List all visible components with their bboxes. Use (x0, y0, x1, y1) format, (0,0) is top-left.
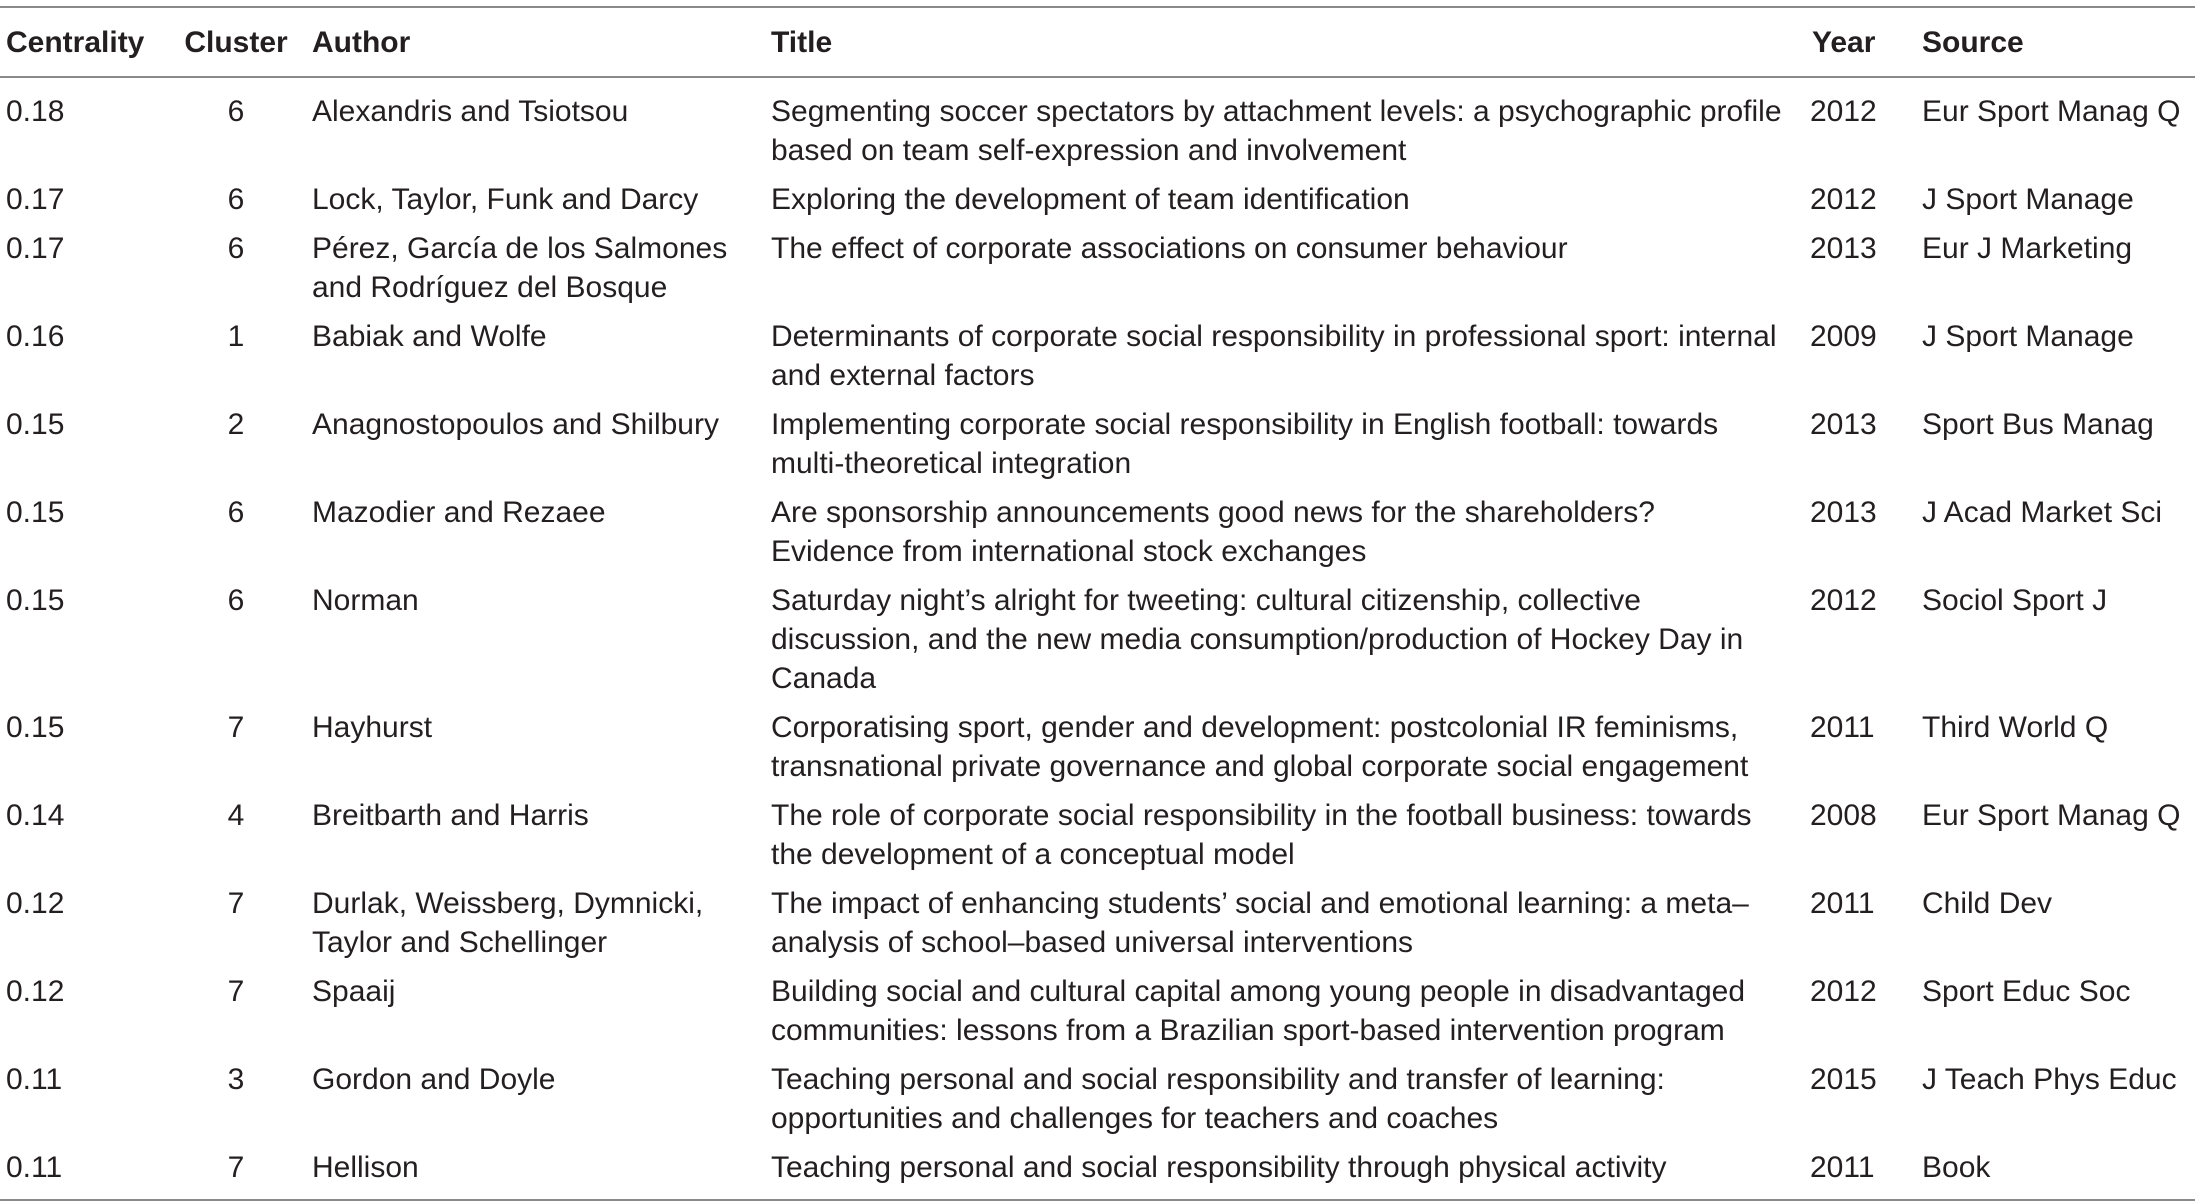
cell-centrality: 0.11 (6, 1063, 63, 1096)
cell-source: Sport Educ Soc (1922, 975, 2131, 1008)
cell-title: Teaching personal and social responsibility and transfer of learning: opportunities and challenges for teachers and coaches (771, 1063, 1665, 1135)
cell-cluster: 7 (227, 887, 245, 920)
cell-author: Durlak, Weissberg, Dymnicki, Taylor and Schellinger (312, 887, 704, 959)
cell-source: J Acad Market Sci (1922, 496, 2163, 529)
cell-cluster: 6 (227, 95, 245, 128)
table-row (0, 487, 2195, 575)
cell-title: Segmenting soccer spectators by attachment levels: a psychographic profile based on team self-expression and involvement (771, 95, 1782, 167)
cell-source: J Teach Phys Educ (1922, 1063, 2177, 1096)
table-body (0, 77, 2195, 1200)
cell-title: Saturday night’s alright for tweeting: cultural citizenship, collective discussion, and the new media consumption/production of Hockey Day in Canada (771, 584, 1744, 695)
cell-centrality: 0.16 (6, 320, 65, 353)
publications-table-container (0, 6, 2181, 1201)
cell-year: 2013 (1810, 496, 1877, 529)
cell-centrality: 0.18 (6, 95, 65, 128)
cell-title: Teaching personal and social responsibility through physical activity (771, 1151, 1667, 1184)
cell-source: Eur J Marketing (1922, 232, 2133, 265)
cell-title: Corporatising sport, gender and development: postcolonial IR feminisms, transnational private governance and global corporate social engagement (771, 711, 1749, 783)
cell-cluster: 7 (227, 975, 245, 1008)
cell-author: Hayhurst (312, 711, 433, 744)
cell-centrality: 0.17 (6, 232, 65, 265)
header-source: Source (1922, 26, 2024, 59)
cell-author: Anagnostopoulos and Shilbury (312, 408, 719, 441)
header-cluster: Cluster (184, 26, 288, 59)
table-row (0, 223, 2195, 311)
cell-cluster: 7 (227, 711, 245, 744)
cell-author: Lock, Taylor, Funk and Darcy (312, 183, 699, 216)
cell-centrality: 0.17 (6, 183, 65, 216)
cell-year: 2012 (1810, 975, 1877, 1008)
publications-table (0, 6, 2195, 1201)
cell-author: Norman (312, 584, 419, 617)
cell-cluster: 6 (227, 584, 245, 617)
cell-cluster: 7 (227, 1151, 245, 1184)
cell-cluster: 2 (227, 408, 245, 441)
header-centrality: Centrality (6, 26, 145, 59)
cell-centrality: 0.12 (6, 975, 65, 1008)
cell-cluster: 1 (227, 320, 245, 353)
cell-source: Eur Sport Manag Q (1922, 95, 2181, 128)
table-row (0, 1142, 2195, 1200)
header-row (0, 7, 2195, 77)
table-row (0, 77, 2195, 174)
cell-author: Breitbarth and Harris (312, 799, 589, 832)
cell-title: Determinants of corporate social responsibility in professional sport: internal and external factors (771, 320, 1777, 392)
cell-title: Building social and cultural capital among young people in disadvantaged communities: lessons from a Brazilian sport-based intervention program (771, 975, 1746, 1047)
cell-centrality: 0.12 (6, 887, 65, 920)
header-title: Title (771, 26, 833, 59)
cell-cluster: 4 (227, 799, 245, 832)
table-row (0, 702, 2195, 790)
cell-year: 2015 (1810, 1063, 1877, 1096)
table-header (0, 7, 2195, 77)
cell-source: Sport Bus Manag (1922, 408, 2154, 441)
cell-year: 2013 (1810, 232, 1877, 265)
table-row (0, 174, 2195, 223)
cell-title: Implementing corporate social responsibility in English football: towards multi-theoretical integration (771, 408, 1719, 480)
cell-author: Alexandris and Tsiotsou (312, 95, 629, 128)
cell-year: 2012 (1810, 95, 1877, 128)
cell-title: Are sponsorship announcements good news for the shareholders? Evidence from international stock exchanges (771, 496, 1655, 568)
cell-author: Babiak and Wolfe (312, 320, 547, 353)
cell-cluster: 6 (227, 183, 245, 216)
cell-centrality: 0.15 (6, 584, 65, 617)
cell-source: J Sport Manage (1922, 320, 2134, 353)
cell-year: 2008 (1810, 799, 1877, 832)
cell-year: 2013 (1810, 408, 1877, 441)
table-row (0, 966, 2195, 1054)
cell-centrality: 0.14 (6, 799, 65, 832)
cell-author: Spaaij (312, 975, 396, 1008)
cell-title: Exploring the development of team identification (771, 183, 1410, 216)
cell-cluster: 3 (227, 1063, 245, 1096)
table-row (0, 878, 2195, 966)
cell-cluster: 6 (227, 232, 245, 265)
cell-title: The effect of corporate associations on consumer behaviour (771, 232, 1568, 265)
cell-centrality: 0.11 (6, 1151, 63, 1184)
cell-year: 2009 (1810, 320, 1877, 353)
table-row (0, 790, 2195, 878)
cell-source: Child Dev (1922, 887, 2053, 920)
cell-year: 2011 (1810, 711, 1875, 744)
cell-author: Hellison (312, 1151, 419, 1184)
cell-centrality: 0.15 (6, 408, 65, 441)
header-author: Author (312, 26, 411, 59)
cell-centrality: 0.15 (6, 496, 65, 529)
cell-source: Book (1922, 1151, 1991, 1184)
cell-year: 2012 (1810, 584, 1877, 617)
table-row (0, 311, 2195, 399)
cell-author: Gordon and Doyle (312, 1063, 556, 1096)
cell-title: The impact of enhancing students’ social and emotional learning: a meta–analysis of school–based universal interventions (771, 887, 1749, 959)
cell-year: 2011 (1810, 887, 1875, 920)
cell-author: Mazodier and Rezaee (312, 496, 606, 529)
header-year: Year (1812, 26, 1876, 59)
table-row (0, 575, 2195, 702)
cell-cluster: 6 (227, 496, 245, 529)
table-row (0, 399, 2195, 487)
cell-source: J Sport Manage (1922, 183, 2134, 216)
cell-title: The role of corporate social responsibility in the football business: towards the development of a conceptual model (771, 799, 1752, 871)
cell-source: Eur Sport Manag Q (1922, 799, 2181, 832)
table-row (0, 1054, 2195, 1142)
cell-centrality: 0.15 (6, 711, 65, 744)
cell-author: Pérez, García de los Salmones and Rodríguez del Bosque (312, 232, 728, 304)
cell-year: 2011 (1810, 1151, 1875, 1184)
cell-year: 2012 (1810, 183, 1877, 216)
cell-source: Sociol Sport J (1922, 584, 2108, 617)
cell-source: Third World Q (1922, 711, 2109, 744)
